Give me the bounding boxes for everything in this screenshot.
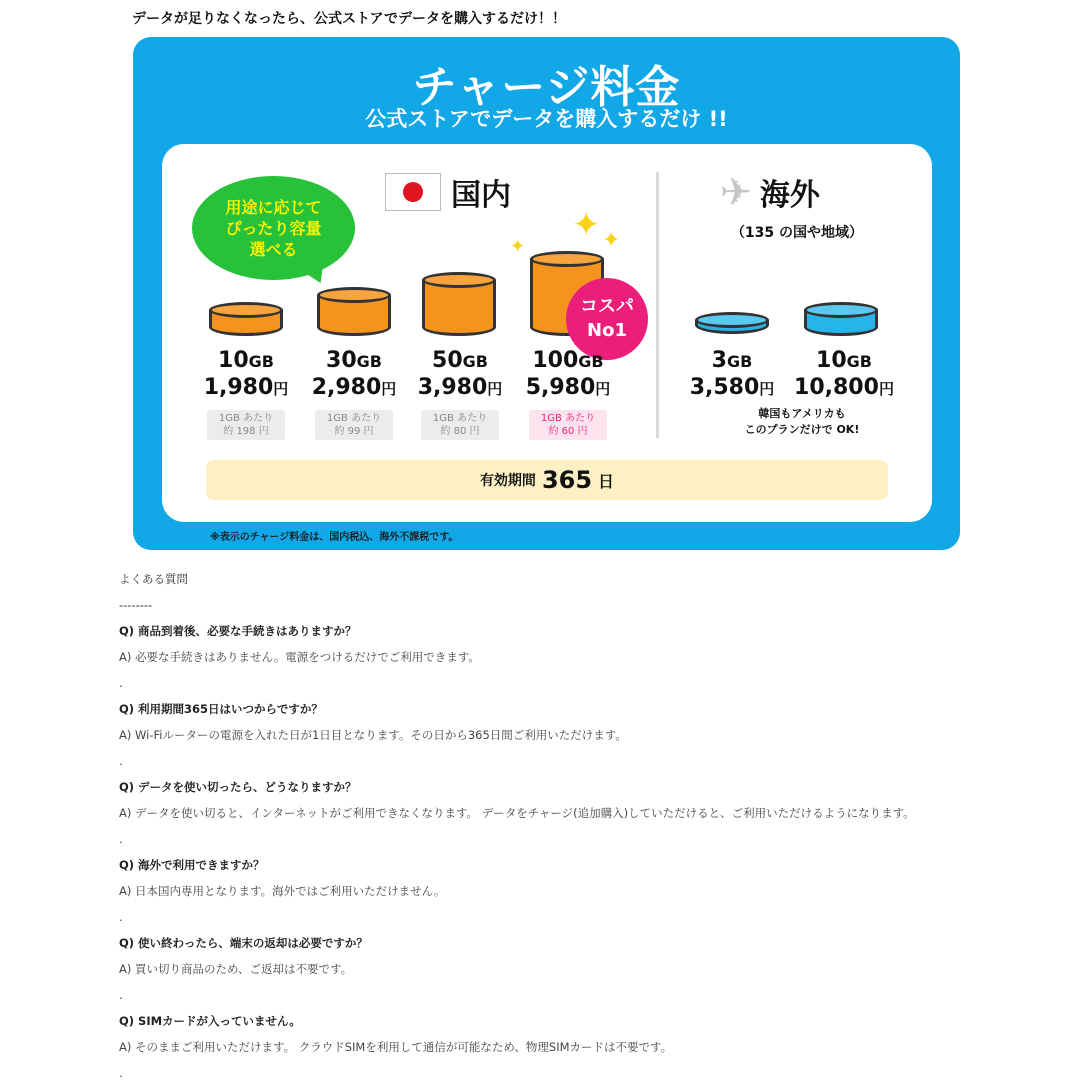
per-gb-label: 1GB あたり 約 198 円 xyxy=(207,410,285,440)
faq-heading: よくある質問 xyxy=(119,572,188,586)
validity-unit: 日 xyxy=(598,471,615,491)
faq-answer: A) 買い切り商品のため、ご返却は不要です。 xyxy=(119,962,353,976)
faq-dot: . xyxy=(119,910,123,924)
faq-answer: A) 日本国内専用となります。海外ではご利用いただけません。 xyxy=(119,884,446,898)
faq-question: Q) データを使い切ったら、どうなりますか？ xyxy=(119,780,357,794)
data-cylinder-icon xyxy=(804,302,878,336)
data-cylinder-icon xyxy=(209,302,283,336)
faq-question: Q) SIMカードが入っていません。 xyxy=(119,1014,301,1028)
bubble-line: ぴったり容量 xyxy=(225,218,322,238)
domestic-title: 国内 xyxy=(451,178,511,213)
per-gb-label: 1GB あたり 約 99 円 xyxy=(315,410,393,440)
domestic-plan: 100GB 5,980円 1GB あたり 約 60 円 xyxy=(513,348,623,440)
data-cylinder-icon xyxy=(695,312,769,334)
faq-answer: A) データを使い切ると、インターネットがご利用できなくなります。 データをチャージ(追加購入)していただけると、ご利用いただけるようになります。 xyxy=(119,806,915,820)
japan-flag-icon xyxy=(385,173,441,211)
best-value-badge: コスパ No1 xyxy=(566,278,648,360)
overseas-note: 韓国もアメリカも このプランだけで OK! xyxy=(744,407,860,436)
overseas-plan: 3GB 3,580円 xyxy=(689,348,775,400)
faq-dot: . xyxy=(119,676,123,690)
faq-dot: . xyxy=(119,988,123,1002)
bubble-line: 用途に応じて xyxy=(225,197,322,217)
faq-section xyxy=(119,566,1019,1086)
faq-question: Q) 利用期間365日はいつからですか？ xyxy=(119,702,323,716)
intro-text: データが足りなくなったら、公式ストアでデータを購入するだけ！！ xyxy=(132,11,566,27)
tax-note: ※表示のチャージ料金は、国内税込、海外不課税です。 xyxy=(210,532,459,543)
per-gb-label: 1GB あたり 約 80 円 xyxy=(421,410,499,440)
faq-dot: . xyxy=(119,832,123,846)
validity-period-bar xyxy=(206,460,888,500)
domestic-header xyxy=(385,172,511,212)
sparkle-icon: ✦ xyxy=(602,228,621,253)
airplane-icon: ✈ xyxy=(720,170,752,214)
faq-dot: . xyxy=(119,754,123,768)
validity-label: 有効期間 xyxy=(479,473,536,489)
overseas-header xyxy=(720,170,820,214)
faq-question: Q) 海外で利用できますか？ xyxy=(119,858,265,872)
validity-number: 365 xyxy=(541,466,593,494)
data-cylinder-icon xyxy=(422,272,496,336)
overseas-subtitle: （135 の国や地域） xyxy=(730,225,864,241)
bubble-line: 選べる xyxy=(249,239,298,259)
sparkle-icon: ✦ xyxy=(572,205,601,245)
charge-price-banner xyxy=(133,37,960,550)
domestic-plan: 30GB 2,980円 1GB あたり 約 99 円 xyxy=(299,348,409,440)
banner-subtitle: 公式ストアでデータを購入するだけ !! xyxy=(365,107,728,131)
faq-question: Q) 商品到着後、必要な手続きはありますか？ xyxy=(119,624,357,638)
overseas-plan: 10GB 10,800円 xyxy=(794,348,894,400)
faq-answer: A) 必要な手続きはありません。電源をつけるだけでご利用できます。 xyxy=(119,650,480,664)
overseas-title: 海外 xyxy=(759,178,820,213)
faq-separator: -------- xyxy=(119,598,153,612)
faq-dot: . xyxy=(119,1066,123,1080)
speech-bubble xyxy=(192,176,355,280)
domestic-plan: 10GB 1,980円 1GB あたり 約 198 円 xyxy=(191,348,301,440)
per-gb-label: 1GB あたり 約 60 円 xyxy=(529,410,607,440)
domestic-plan: 50GB 3,980円 1GB あたり 約 80 円 xyxy=(405,348,515,440)
section-divider xyxy=(656,172,659,438)
banner-title: チャージ料金 xyxy=(412,62,681,113)
faq-answer: A) そのままご利用いただけます。 クラウドSIMを利用して通信が可能なため、物理SIMカードは不要です。 xyxy=(119,1040,673,1054)
data-cylinder-icon xyxy=(317,287,391,336)
price-card xyxy=(162,144,932,522)
sparkle-icon: ✦ xyxy=(510,236,526,257)
faq-answer: A) Wi-Fiルーターの電源を入れた日が1日目となります。その日から365日間ご利用いただけます。 xyxy=(119,728,627,742)
faq-question: Q) 使い終わったら、端末の返却は必要ですか？ xyxy=(119,936,368,950)
